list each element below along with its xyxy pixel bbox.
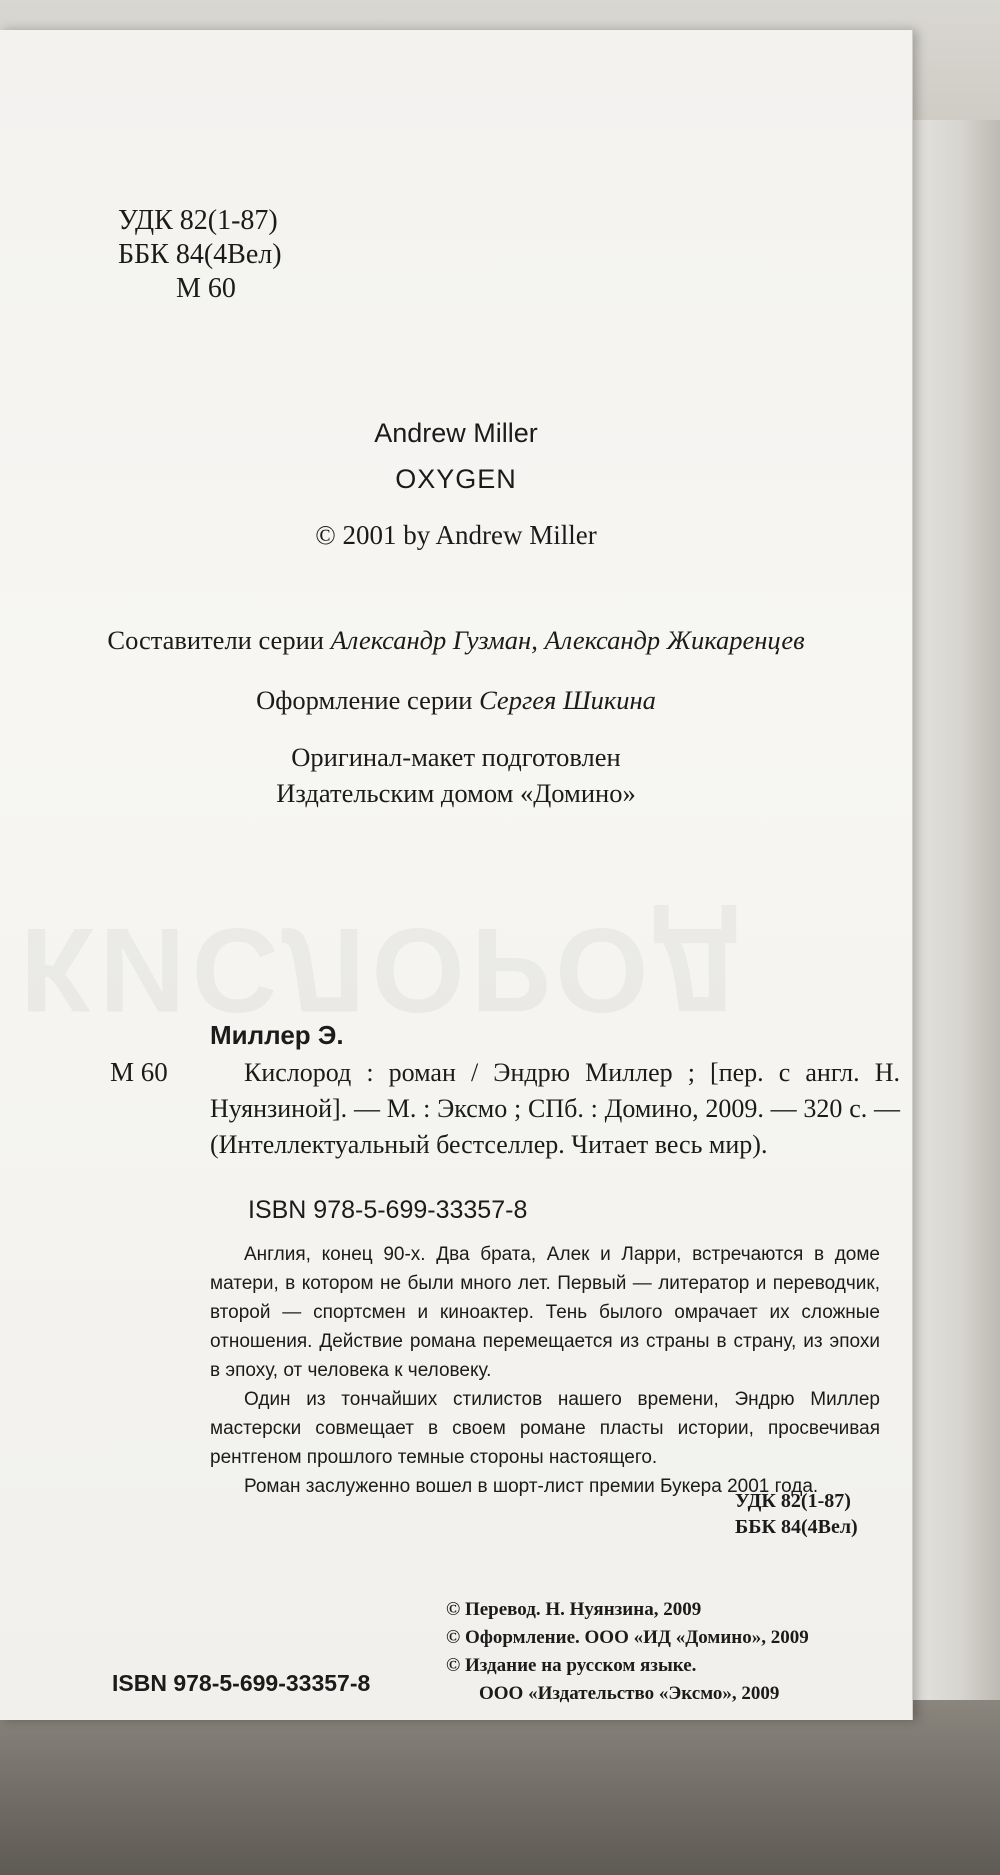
book-page	[0, 30, 913, 1720]
author-mark: М 60	[176, 273, 236, 304]
series-compilers	[0, 625, 912, 656]
background-bottom	[0, 1700, 1000, 1875]
bbk-code: ББК 84(4Вел)	[118, 239, 282, 270]
bibliographic-description: Кислород : роман / Эндрю Миллер ; [пер. с англ. Н. Нуянзиной]. — М. : Эксмо ; СПб. : Домино, 2009. — 320 с. — (Интеллектуальный бестселлер. Читает весь мир).	[210, 1058, 900, 1159]
layout-credit-line2: Издательским домом «Домино»	[276, 778, 636, 808]
annotation-paragraph: Роман заслуженно вошел в шорт-лист премии Букера 2001 года.	[244, 1476, 819, 1497]
bibliographic-code: М 60	[110, 1057, 168, 1087]
udk-code-repeat: УДК 82(1-87)	[735, 1490, 851, 1512]
series-design-label: Оформление серии	[256, 685, 473, 715]
original-author: Andrew Miller	[374, 418, 538, 448]
isbn-footer: ISBN 978-5-699-33357-8	[112, 1670, 371, 1696]
original-copyright: © 2001 by Andrew Miller	[315, 520, 597, 550]
layout-credit-line1: Оригинал-макет подготовлен	[291, 742, 621, 772]
annotation	[210, 1240, 880, 1501]
bibliographic-author: Миллер Э.	[210, 1020, 344, 1050]
classification-block	[735, 1488, 858, 1540]
classification-codes	[118, 204, 282, 306]
copyright-line: ООО «Издательство «Эксмо», 2009	[479, 1683, 780, 1704]
annotation-paragraph: Один из тончайших стилистов нашего времени, Эндрю Миллер мастерски совмещает в своем романе пласты истории, просвечивая рентгеном прошлого темные стороны настоящего.	[210, 1389, 880, 1468]
isbn: ISBN 978-5-699-33357-8	[248, 1196, 528, 1224]
series-compilers-names: Александр Гузман, Александр Жикаренцев	[330, 625, 805, 655]
page-stack-edge	[900, 120, 1000, 1710]
copyright-block	[446, 1596, 809, 1708]
series-compilers-label: Составители серии	[107, 625, 324, 655]
annotation-paragraph: Англия, конец 90-х. Два брата, Алек и Ларри, встречаются в доме матери, в котором не были много лет. Первый — литератор и переводчик, второй — спортсмен и киноактер. Тень былого омрачает их сложные отношения. Действие романа перемещается из страны в страну, из эпохи в эпоху, от человека к человеку.	[210, 1244, 880, 1381]
copyright-line: © Перевод. Н. Нуянзина, 2009	[446, 1599, 702, 1620]
bbk-code-repeat: ББК 84(4Вел)	[735, 1516, 858, 1538]
original-title: OXYGEN	[395, 464, 517, 494]
series-design	[0, 685, 912, 716]
bleed-through-watermark	[20, 910, 880, 1030]
copyright-line: © Издание на русском языке.	[446, 1655, 697, 1676]
copyright-line: © Оформление. ООО «ИД «Домино», 2009	[446, 1627, 809, 1648]
udk-code: УДК 82(1-87)	[118, 205, 278, 236]
series-design-name: Сергея Шикина	[479, 685, 656, 715]
